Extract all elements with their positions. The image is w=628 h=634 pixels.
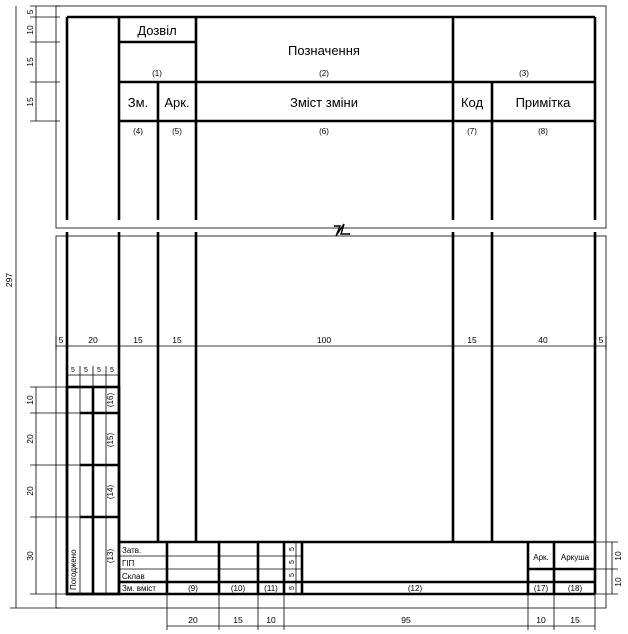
field-number-6: (6)	[319, 127, 329, 136]
dim-top-15-a: 15	[25, 57, 35, 67]
field-number-11: (11)	[264, 584, 278, 593]
arkusha-label: Аркуша	[560, 553, 590, 562]
dim-strip-5-d: 5	[110, 367, 114, 374]
dim-row-5-d: 5	[289, 586, 296, 590]
dim-col-15-c: 15	[467, 335, 477, 345]
prymitka-label: Примітка	[515, 95, 571, 110]
ark-label: Арк.	[164, 95, 190, 110]
dim-left-30: 30	[25, 551, 35, 561]
field-number-13: (13)	[106, 548, 115, 564]
dim-row-5-a: 5	[289, 547, 296, 551]
header-labels	[128, 23, 571, 110]
dim-strip-5-c: 5	[97, 367, 101, 374]
dozvil-label: Дозвіл	[137, 23, 177, 38]
dim-bot-20: 20	[188, 615, 198, 625]
field-numbers	[106, 69, 582, 593]
kod-label: Код	[460, 95, 484, 110]
sklav-label: Склав	[122, 572, 145, 581]
zm-vmist-label: Зм. вміст	[122, 584, 156, 593]
field-number-15: (15)	[106, 432, 115, 448]
ark-title-label: Арк.	[533, 553, 549, 562]
poznachennia-label: Позначення	[288, 43, 360, 58]
field-number-9: (9)	[188, 584, 198, 593]
dim-bot-10-b: 10	[536, 615, 546, 625]
field-number-7: (7)	[467, 127, 477, 136]
zm-label: Зм.	[127, 95, 149, 110]
field-number-2: (2)	[319, 69, 329, 78]
dim-strip-5-a: 5	[71, 367, 75, 374]
dim-right-10-b: 10	[613, 577, 623, 587]
pogodzheno-label: Погоджено	[69, 549, 78, 590]
dim-col-5-right: 5	[598, 335, 604, 345]
dim-bot-10-a: 10	[266, 615, 276, 625]
field-number-12: (12)	[407, 584, 423, 593]
field-number-17: (17)	[533, 584, 549, 593]
dim-bot-15-b: 15	[570, 615, 580, 625]
dim-strip-5-b: 5	[84, 367, 88, 374]
dim-col-20: 20	[88, 335, 98, 345]
dim-top-15-b: 15	[25, 97, 35, 107]
dim-col-15-b: 15	[172, 335, 182, 345]
dim-bot-95: 95	[401, 615, 411, 625]
dim-bot-15-a: 15	[233, 615, 243, 625]
dim-col-40: 40	[538, 335, 548, 345]
dim-row-5-b: 5	[289, 560, 296, 564]
field-number-10: (10)	[230, 584, 246, 593]
dim-top-5: 5	[25, 9, 35, 15]
field-number-5: (5)	[172, 127, 182, 136]
field-number-16: (16)	[106, 392, 115, 408]
title-block-labels	[69, 546, 590, 593]
dim-col-100: 100	[316, 335, 332, 345]
zatv-label: Затв.	[122, 546, 142, 555]
field-number-3: (3)	[519, 69, 529, 78]
break-symbol	[334, 224, 350, 236]
dim-top-10: 10	[25, 25, 35, 35]
field-number-18: (18)	[567, 584, 583, 593]
zmist-zminy-label: Зміст зміни	[290, 95, 358, 110]
field-number-1: (1)	[152, 69, 162, 78]
dim-left-20-b: 20	[25, 486, 35, 496]
dim-col-5-left: 5	[58, 335, 64, 345]
dim-left-10: 10	[25, 395, 35, 405]
field-number-8: (8)	[538, 127, 548, 136]
dim-right-10-a: 10	[613, 551, 623, 561]
gip-label: ГІП	[122, 559, 135, 568]
dim-left-20-a: 20	[25, 434, 35, 444]
dim-row-5-c: 5	[289, 573, 296, 577]
dim-col-15-a: 15	[133, 335, 143, 345]
field-number-4: (4)	[133, 127, 143, 136]
bottom-frame	[67, 232, 595, 594]
dim-total-height: 297	[4, 272, 14, 288]
field-number-14: (14)	[106, 484, 115, 500]
